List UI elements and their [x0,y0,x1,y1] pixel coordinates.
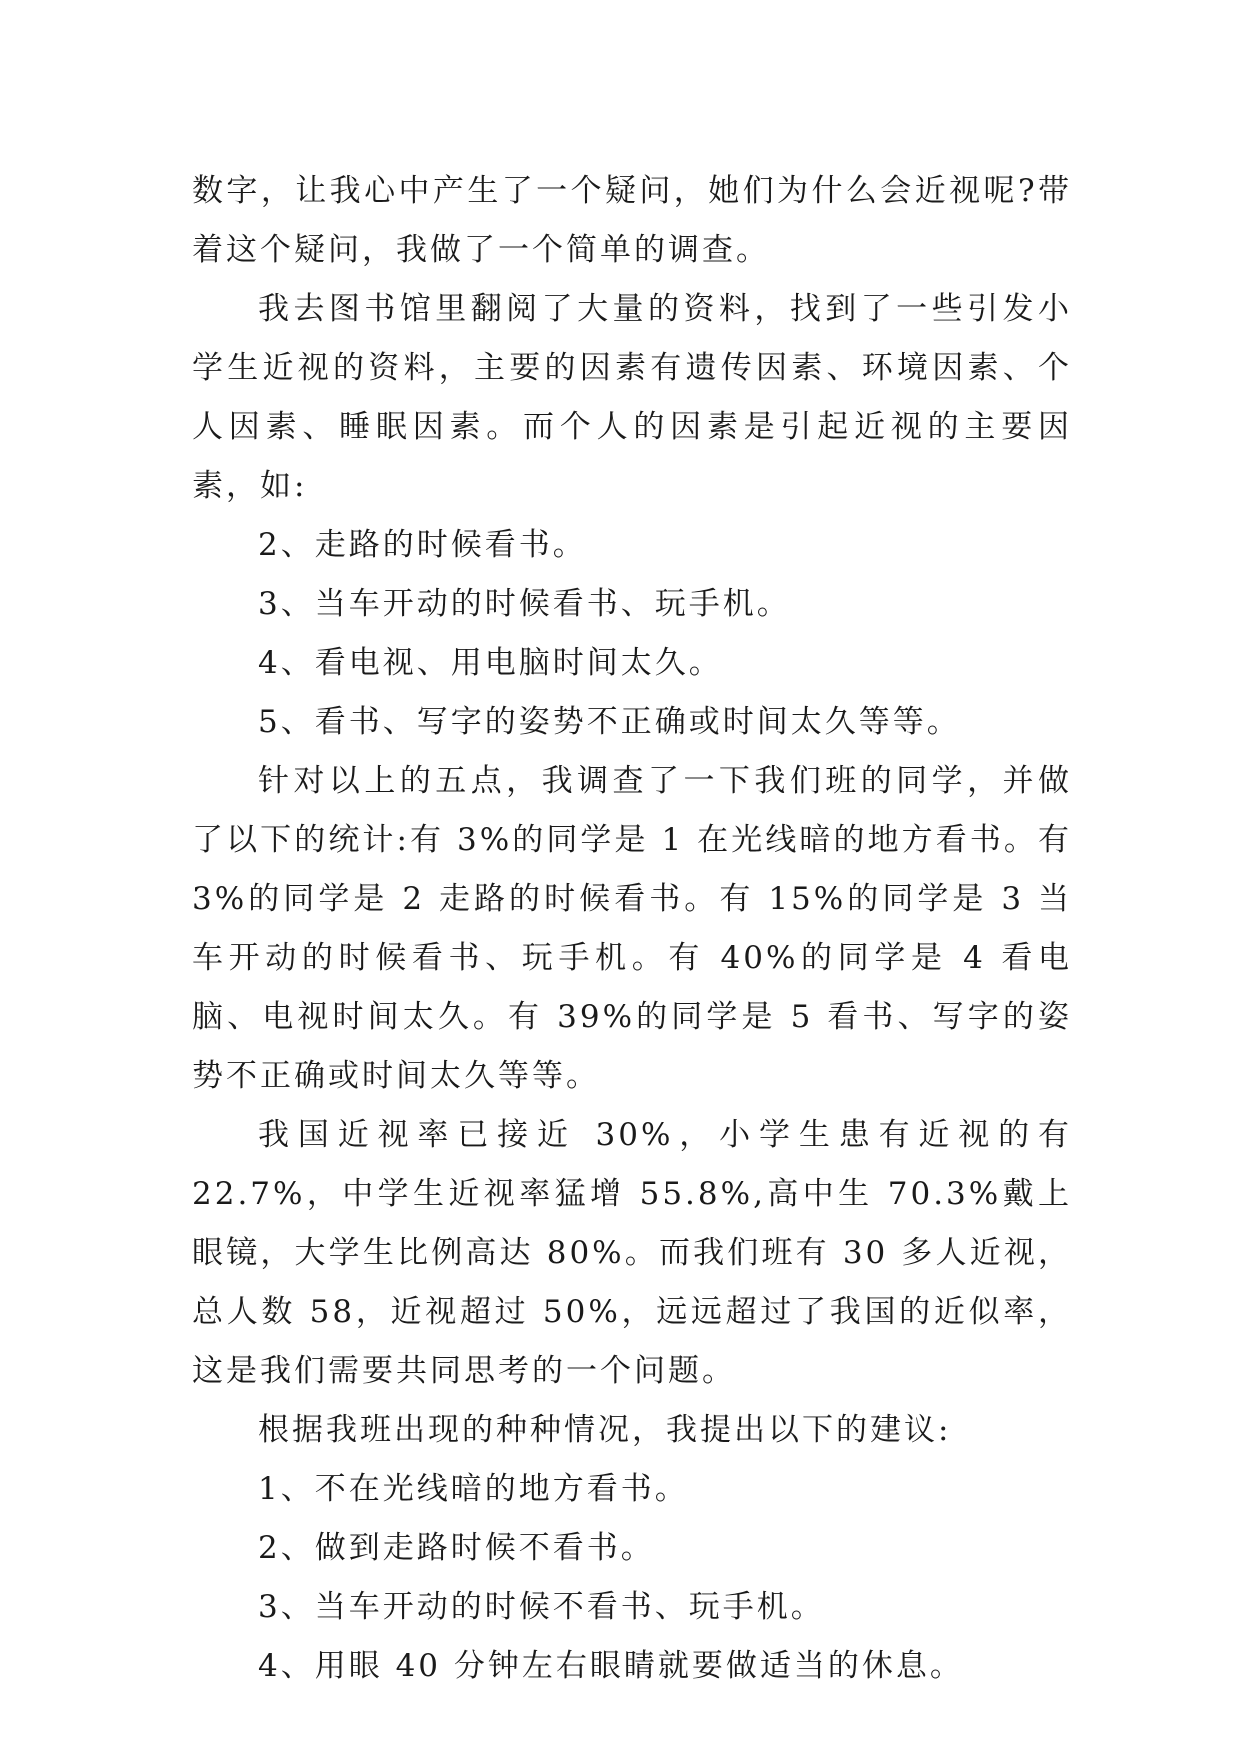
paragraph-intro-continuation: 数字，让我心中产生了一个疑问，她们为什么会近视呢?带着这个疑问，我做了一个简单的调查。 [192,173,1072,268]
list-item-suggestion-2: 2、做到走路时候不看书。 [258,1530,655,1566]
list-item-cause-4: 4、看电视、用电脑时间太久。 [258,645,723,681]
list-item-suggestion-3: 3、当车开动的时候不看书、玩手机。 [258,1589,825,1625]
list-item-cause-5: 5、看书、写字的姿势不正确或时间太久等等。 [258,704,961,740]
paragraph-survey-statistics: 针对以上的五点，我调查了一下我们班的同学，并做了以下的统计:有 3%的同学是 1 在光线暗的地方看书。有 3%的同学是 2 走路的时候看书。有 15%的同学是 3 当车开动的时候看书、玩手机。有 40%的同学是 4 看电脑、电视时间太久。有 39%的同学是 5 看书、写字的姿势不正确或时间太久等等。 [192,763,1072,1094]
paragraph-suggestions-intro: 根据我班出现的种种情况，我提出以下的建议: [258,1412,952,1448]
list-item-suggestion-4: 4、用眼 40 分钟左右眼睛就要做适当的休息。 [258,1648,964,1684]
list-item-suggestion-1: 1、不在光线暗的地方看书。 [258,1471,689,1507]
paragraph-national-rates: 我国近视率已接近 30%，小学生患有近视的有 22.7%，中学生近视率猛增 55.8%,高中生 70.3%戴上眼镜，大学生比例高达 80%。而我们班有 30 多人近视，总人数 58，近视超过 50%，远远超过了我国的近似率，这是我们需要共同思考的一个问题。 [192,1117,1072,1389]
list-item-cause-3: 3、当车开动的时候看书、玩手机。 [258,586,791,622]
document-body [192,162,1072,1696]
paragraph-research: 我去图书馆里翻阅了大量的资料，找到了一些引发小学生近视的资料，主要的因素有遗传因素、环境因素、个人因素、睡眠因素。而个人的因素是引起近视的主要因素，如: [192,291,1072,504]
list-item-cause-2: 2、走路的时候看书。 [258,527,587,563]
